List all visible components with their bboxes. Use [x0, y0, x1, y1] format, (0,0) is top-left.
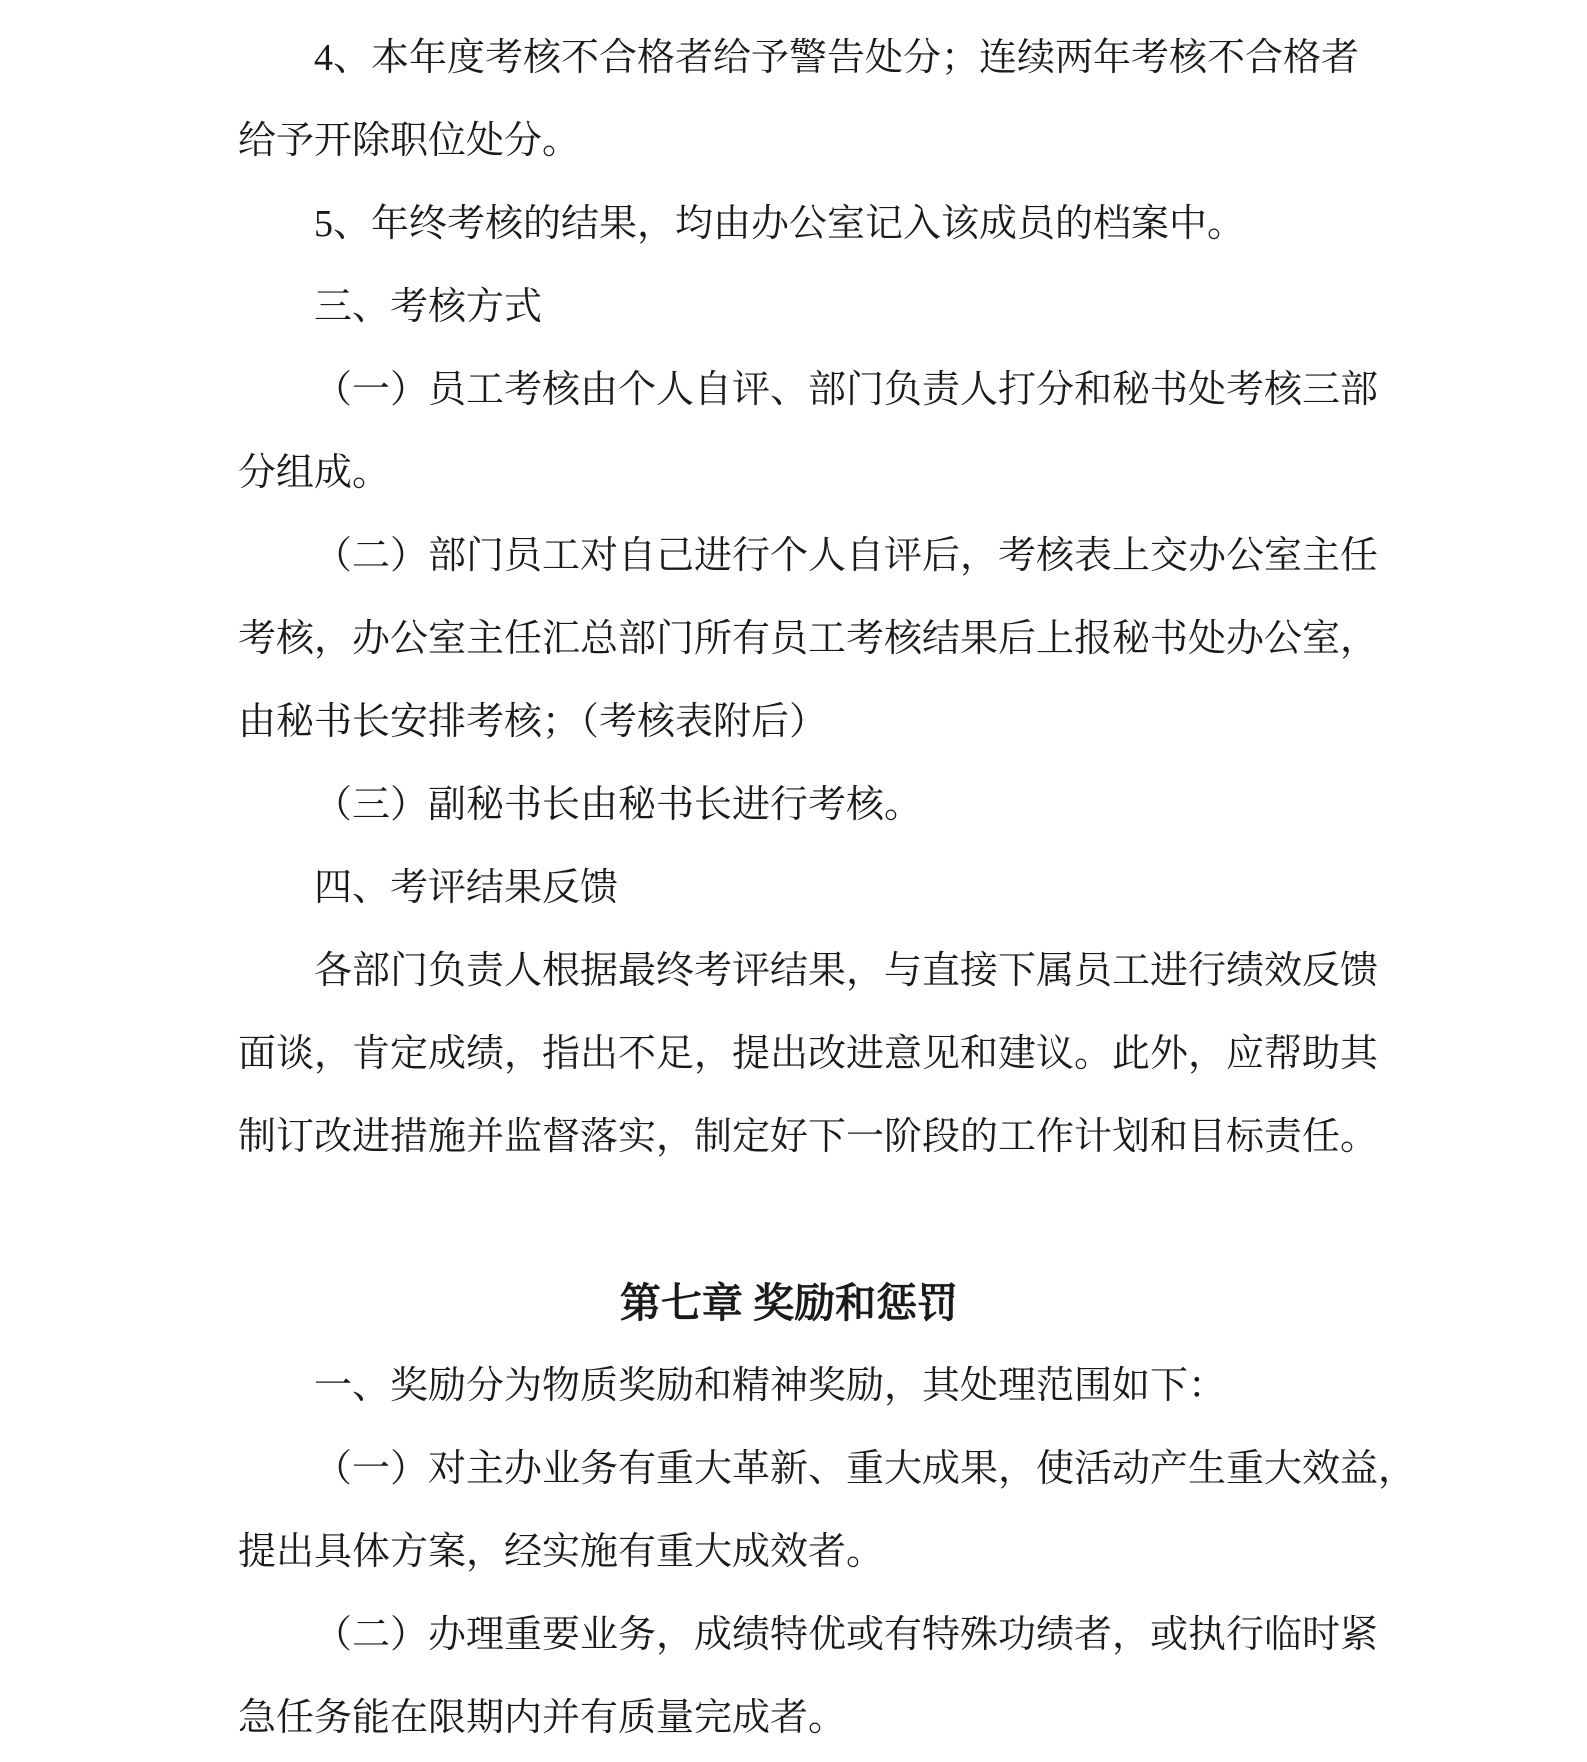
document-line: 考核，办公室主任汇总部门所有员工考核结果后上报秘书处办公室， — [238, 618, 1379, 660]
document-line: 四、考评结果反馈 — [314, 867, 619, 909]
blank-line — [238, 1179, 1340, 1262]
document-line: （二）办理重要业务，成绩特优或有特殊功绩者，或执行临时紧 — [314, 1614, 1379, 1656]
document-line: 制订改进措施并监督落实，制定好下一阶段的工作计划和目标责任。 — [238, 1116, 1379, 1158]
document-line: 三、考核方式 — [314, 286, 543, 328]
document-line: 分组成。 — [238, 452, 391, 494]
document-line: 给予开除职位处分。 — [238, 120, 581, 162]
document-line: （一）对主办业务有重大革新、重大成果，使活动产生重大效益， — [314, 1448, 1417, 1490]
document-line: 各部门负责人根据最终考评结果，与直接下属员工进行绩效反馈 — [314, 950, 1379, 992]
document-line: （三）副秘书长由秘书长进行考核。 — [314, 784, 923, 826]
document-line: 面谈，肯定成绩，指出不足，提出改进意见和建议。此外，应帮助其 — [238, 1033, 1379, 1075]
document-line: 提出具体方案，经实施有重大成效者。 — [238, 1531, 885, 1573]
document-line: 5、年终考核的结果，均由办公室记入该成员的档案中。 — [314, 203, 1246, 245]
document-line: 4、本年度考核不合格者给予警告处分；连续两年考核不合格者 — [314, 37, 1360, 79]
chapter-heading: 第七章 奖励和惩罚 — [619, 1280, 959, 1326]
document-line: 由秘书长安排考核；（考核表附后） — [238, 701, 828, 743]
document-line: 急任务能在限期内并有质量完成者。 — [238, 1697, 847, 1739]
document-line: 一、奖励分为物质奖励和精神奖励，其处理范围如下： — [314, 1365, 1227, 1407]
document-body — [238, 17, 1417, 1760]
document-line: （二）部门员工对自己进行个人自评后，考核表上交办公室主任 — [314, 535, 1379, 577]
document-line: （一）员工考核由个人自评、部门负责人打分和秘书处考核三部 — [314, 369, 1379, 411]
